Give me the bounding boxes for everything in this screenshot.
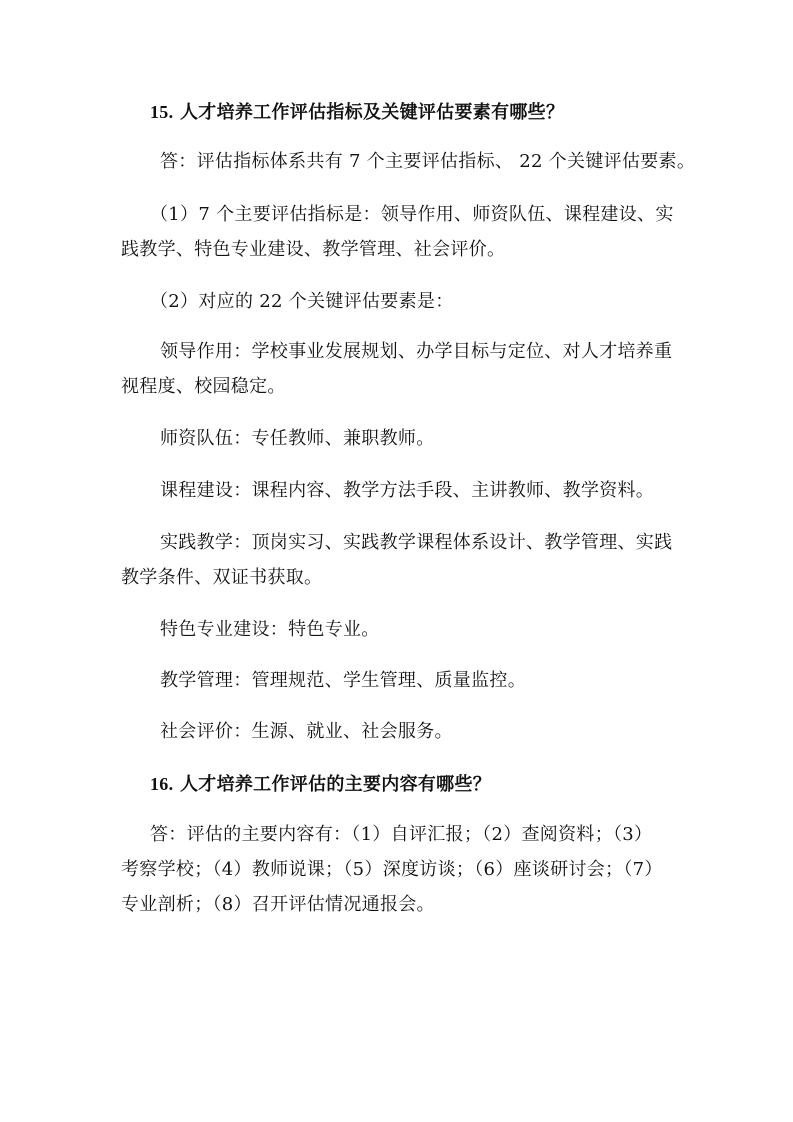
- q15-number: 15.: [150, 102, 174, 122]
- q16-answer-line1: 答：评估的主要内容有：（1）自评汇报；（2）查阅资料；（3）: [150, 824, 653, 845]
- q15-item1-line1: （1）7 个主要评估指标是：领导作用、师资队伍、课程建设、实: [150, 204, 674, 225]
- q15-leadership-line2: 视程度、校园稳定。: [121, 376, 286, 397]
- q15-practice-line1: 实践教学：顶岗实习、实践教学课程体系设计、教学管理、实践: [160, 532, 673, 553]
- q15-practice-line2: 教学条件、双证书获取。: [121, 567, 323, 588]
- q16-answer-line3: 专业剖析；（8）召开评估情况通报会。: [121, 894, 435, 915]
- q16-answer-line2: 考察学校；（4）教师说课；（5）深度访谈；（6）座谈研讨会；（7）: [121, 859, 663, 880]
- q15-item1-line2: 践教学、特色专业建设、教学管理、社会评价。: [121, 239, 506, 260]
- q16-title: 人才培养工作评估的主要内容有哪些？: [179, 774, 492, 795]
- q15-item2: （2）对应的 22 个关键评估要素是：: [150, 291, 454, 312]
- q15-faculty: 师资队伍：专任教师、兼职教师。: [160, 428, 435, 449]
- q15-curriculum: 课程建设：课程内容、教学方法手段、主讲教师、教学资料。: [160, 480, 655, 501]
- q15-social: 社会评价：生源、就业、社会服务。: [160, 721, 453, 742]
- q15-answer-intro: 答：评估指标体系共有 7 个主要评估指标、 22 个关键评估要素。: [160, 151, 696, 172]
- q16-number: 16.: [150, 774, 174, 794]
- q15-title: 人才培养工作评估指标及关键评估要素有哪些？: [179, 102, 565, 123]
- q15-management: 教学管理：管理规范、学生管理、质量监控。: [160, 670, 526, 691]
- q15-specialty: 特色专业建设：特色专业。: [160, 619, 380, 640]
- q15-leadership-line1: 领导作用：学校事业发展规划、办学目标与定位、对人才培养重: [160, 341, 673, 362]
- q16-heading: [150, 773, 491, 796]
- q15-heading: [150, 101, 564, 124]
